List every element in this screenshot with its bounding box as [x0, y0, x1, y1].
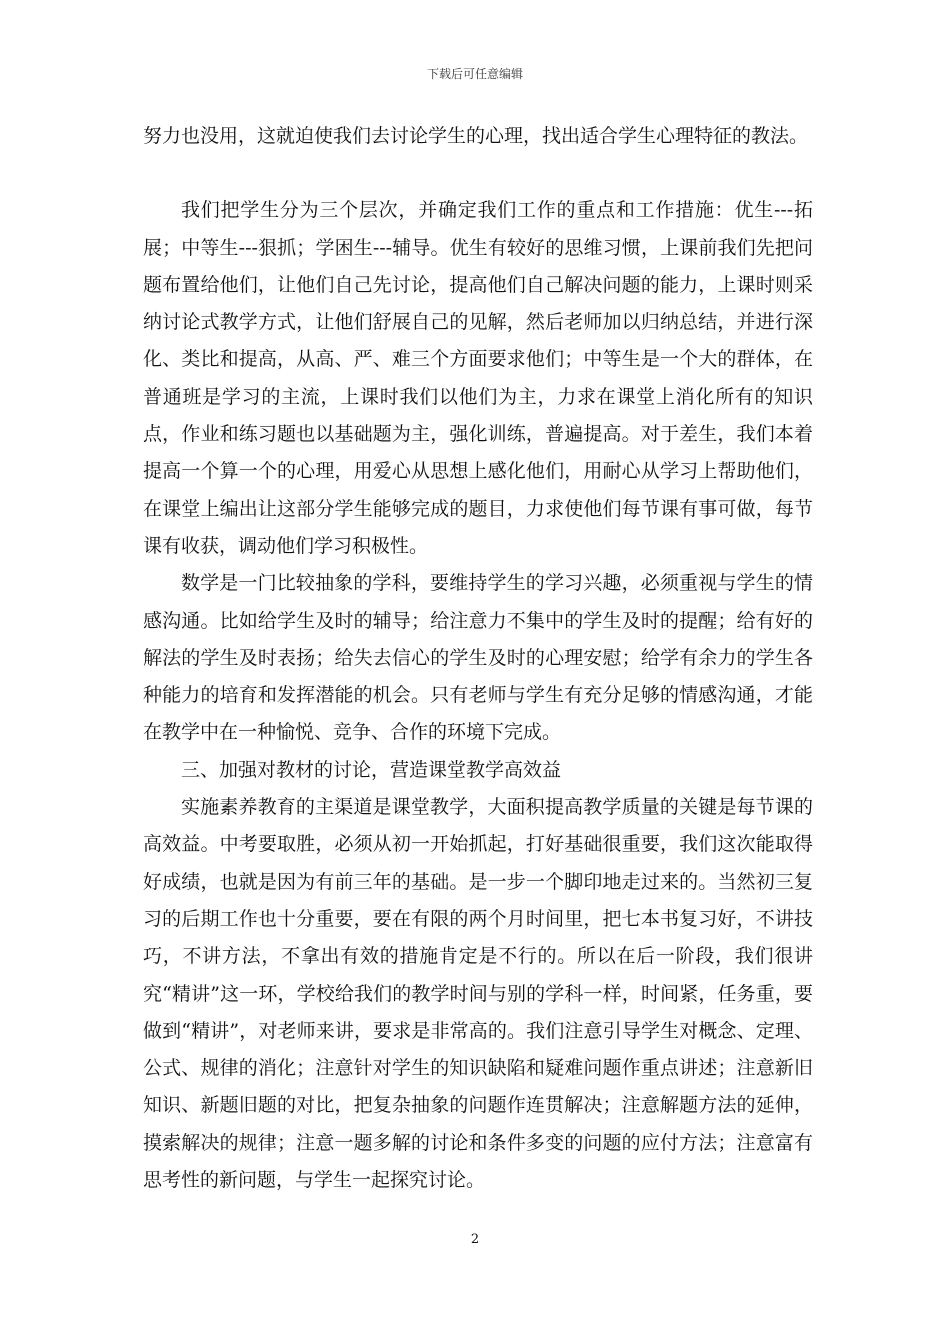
paragraph-student-levels: 我们把学生分为三个层次，并确定我们工作的重点和工作措施：优生---拓展；中等生---狠抓；学困生---辅导。优生有较好的思维习惯，上课前我们先把问题布置给他们，让他们自己先讨论，提高他们自己解决问题的能力，上课时则采纳讨论式教学方式，让他们舒展自己的见解，然后老师加以归纳总结，并进行深化、类比和提高，从高、严、难三个方面要求他们；中等生是一个大的群体，在普通班是学习的主流，上课时我们以他们为主，力求在课堂上消化所有的知识点，作业和练习题也以基础题为主，强化训练，普遍提高。对于差生，我们本着提高一个算一个的心理，用爱心从思想上感化他们，用耐心从学习上帮助他们，在课堂上编出让这部分学生能够完成的题目，力求使他们每节课有事可做，每节课有收获，调动他们学习积极性。 [143, 199, 813, 557]
section-heading: 三、加强对教材的讨论，营造课堂教学高效益 [181, 758, 562, 781]
paragraph-continuation: 努力也没用，这就迫使我们去讨论学生的心理，找出适合学生心理特征的教法。 [143, 125, 809, 147]
page-number: 2 [470, 1232, 480, 1247]
page-header: 下载后可任意编辑 [426, 67, 523, 81]
paragraph-classroom-efficiency: 实施素养教育的主渠道是课堂教学，大面积提高教学质量的关键是每节课的高效益。中考要取胜，必须从初一开始抓起，打好基础很重要，我们这次能取得好成绩，也就是因为有前三年的基础。是一步一个脚印地走过来的。当然初三复习的后期工作也十分重要，要在有限的两个月时间里，把七本书复习好，不讲技巧，不讲方法，不拿出有效的措施肯定是不行的。所以在后一阶段，我们很讲究“精讲”这一环，学校给我们的教学时间与别的学科一样，时间紧，任务重，要做到“精讲”，对老师来讲，要求是非常高的。我们注意引导学生对概念、定理、公式、规律的消化；注意针对学生的知识缺陷和疑难问题作重点讲述；注意新旧知识、新题旧题的对比，把复杂抽象的问题作连贯解决；注意解题方法的延伸，摸索解决的规律；注意一题多解的讨论和条件多变的问题的应付方法；注意富有思考性的新问题，与学生一起探究讨论。 [143, 796, 813, 1192]
document-body [143, 118, 813, 1199]
paragraph-spacer [143, 155, 813, 192]
paragraph-emotional-communication: 数学是一门比较抽象的学科，要维持学生的学习兴趣，必须重视与学生的情感沟通。比如给学生及时的辅导；给注意力不集中的学生及时的提醒；给有好的解法的学生及时表扬；给失去信心的学生及时的心理安慰；给学有余力的学生各种能力的培育和发挥潜能的机会。只有老师与学生有充分足够的情感沟通，才能在教学中在一种愉悦、竞争、合作的环境下完成。 [143, 572, 813, 744]
